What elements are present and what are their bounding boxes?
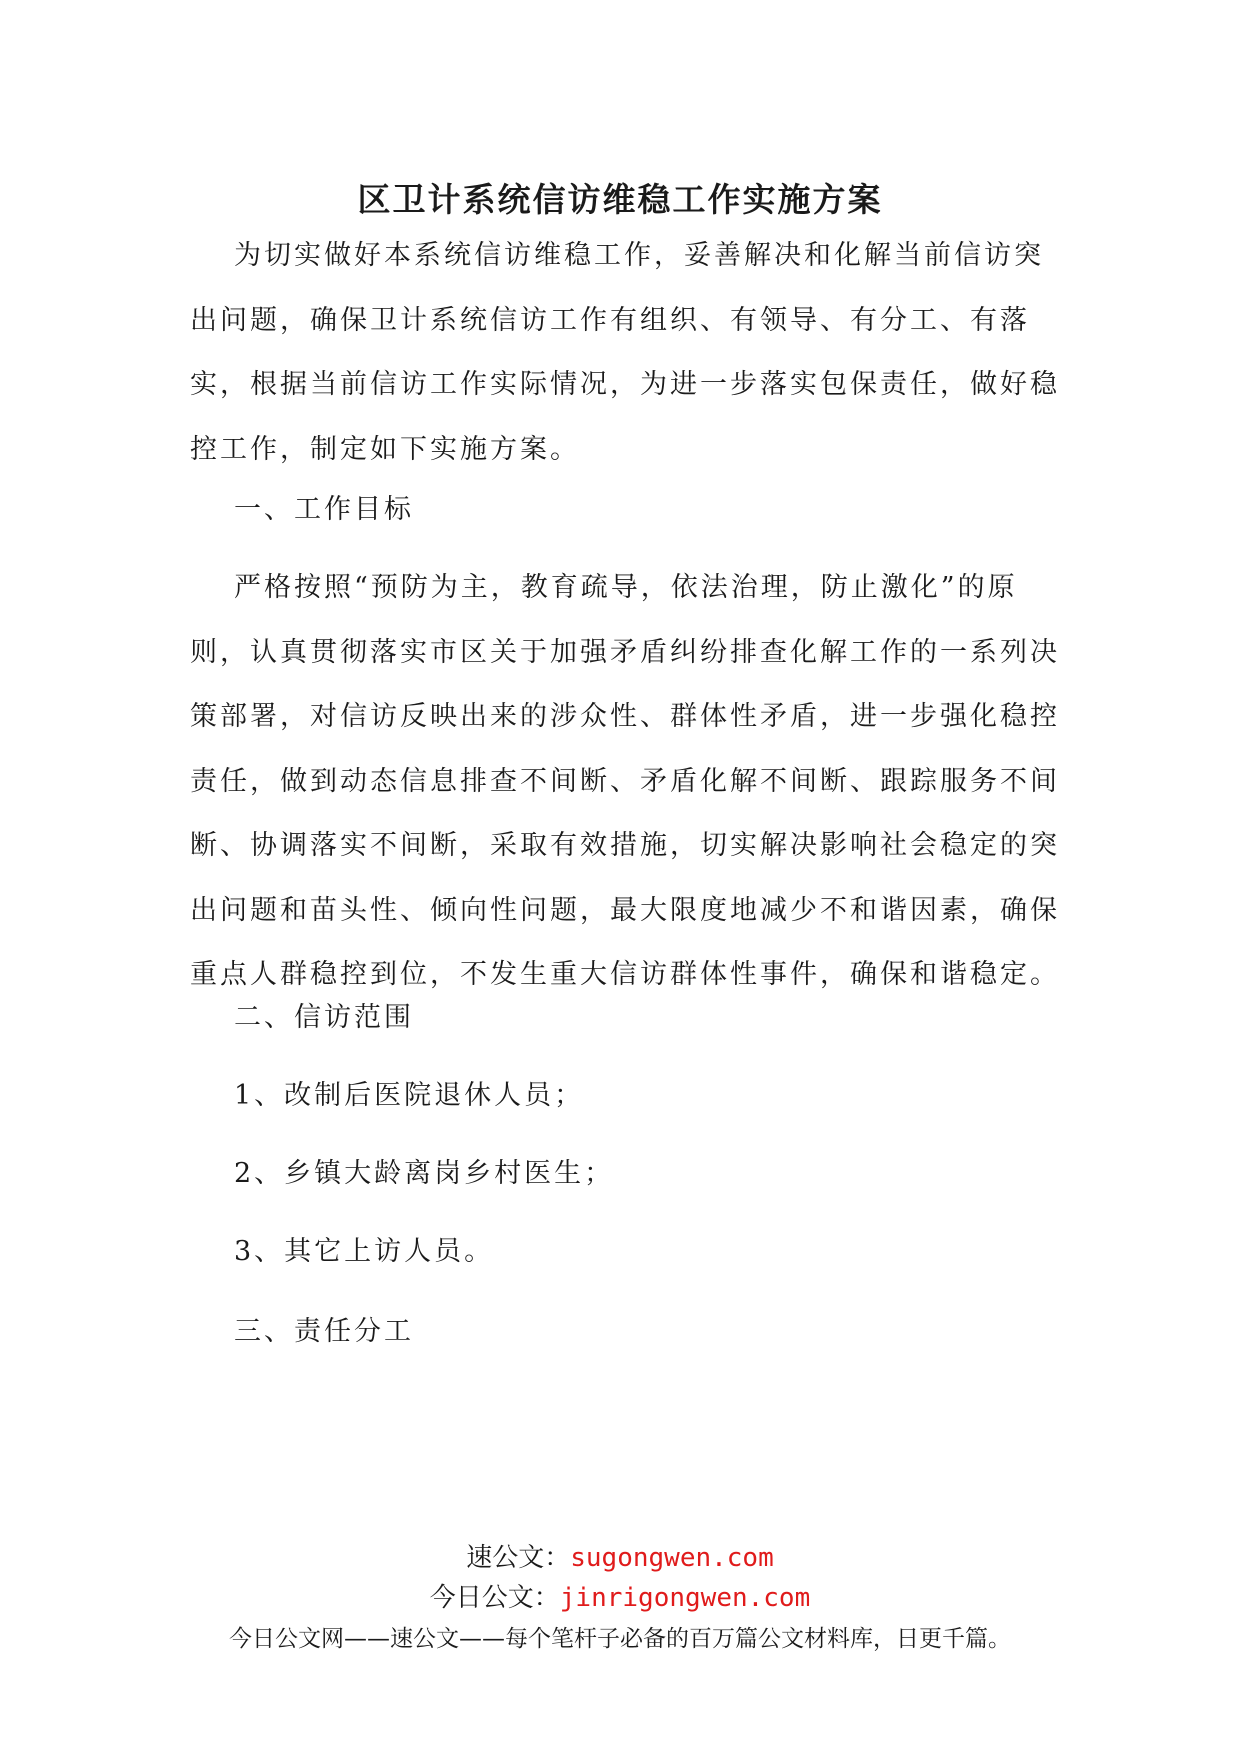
list-item: 3、其它上访人员。 [234, 1236, 495, 1267]
section-3-heading: 三、责任分工 [234, 1316, 414, 1347]
intro-paragraph: 为切实做好本系统信访维稳工作，妥善解决和化解当前信访突出问题，确保卫计系统信访工作有组织、有领导、有分工、有落实，根据当前信访工作实际情况，为进一步落实包保责任，做好稳控工作，制定如下实施方案。 [190, 240, 1060, 465]
footer-tagline: 今日公文网——速公文——每个笔杆子必备的百万篇公文材料库，日更千篇。 [229, 1626, 1011, 1652]
section-1-heading: 一、工作目标 [234, 494, 414, 525]
document-title: 区卫计系统信访维稳工作实施方案 [357, 180, 883, 219]
footer-line-sugongwen [0, 1538, 1240, 1578]
list-item: 1、改制后医院退休人员； [234, 1080, 585, 1111]
footer-label-sugongwen: 速公文： [466, 1543, 571, 1573]
jinrigongwen-link[interactable]: jinrigongwen.com [559, 1583, 811, 1613]
footer-label-jinrigongwen: 今日公文： [429, 1583, 560, 1613]
list-item: 2、乡镇大龄离岗乡村医生； [234, 1158, 615, 1189]
section-1-body: 严格按照“预防为主，教育疏导，依法治理，防止激化”的原则，认真贯彻落实市区关于加强矛盾纠纷排查化解工作的一系列决策部署，对信访反映出来的涉众性、群体性矛盾，进一步强化稳控责任，做到动态信息排查不间断、矛盾化解不间断、跟踪服务不间断、协调落实不间断，采取有效措施，切实解决影响社会稳定的突出问题和苗头性、倾向性问题，最大限度地减少不和谐因素，确保重点人群稳控到位，不发生重大信访群体性事件，确保和谐稳定。 [190, 572, 1060, 990]
footer-line-jinrigongwen [0, 1578, 1240, 1618]
section-2-heading: 二、信访范围 [234, 1002, 414, 1033]
sugongwen-link[interactable]: sugongwen.com [570, 1543, 774, 1573]
